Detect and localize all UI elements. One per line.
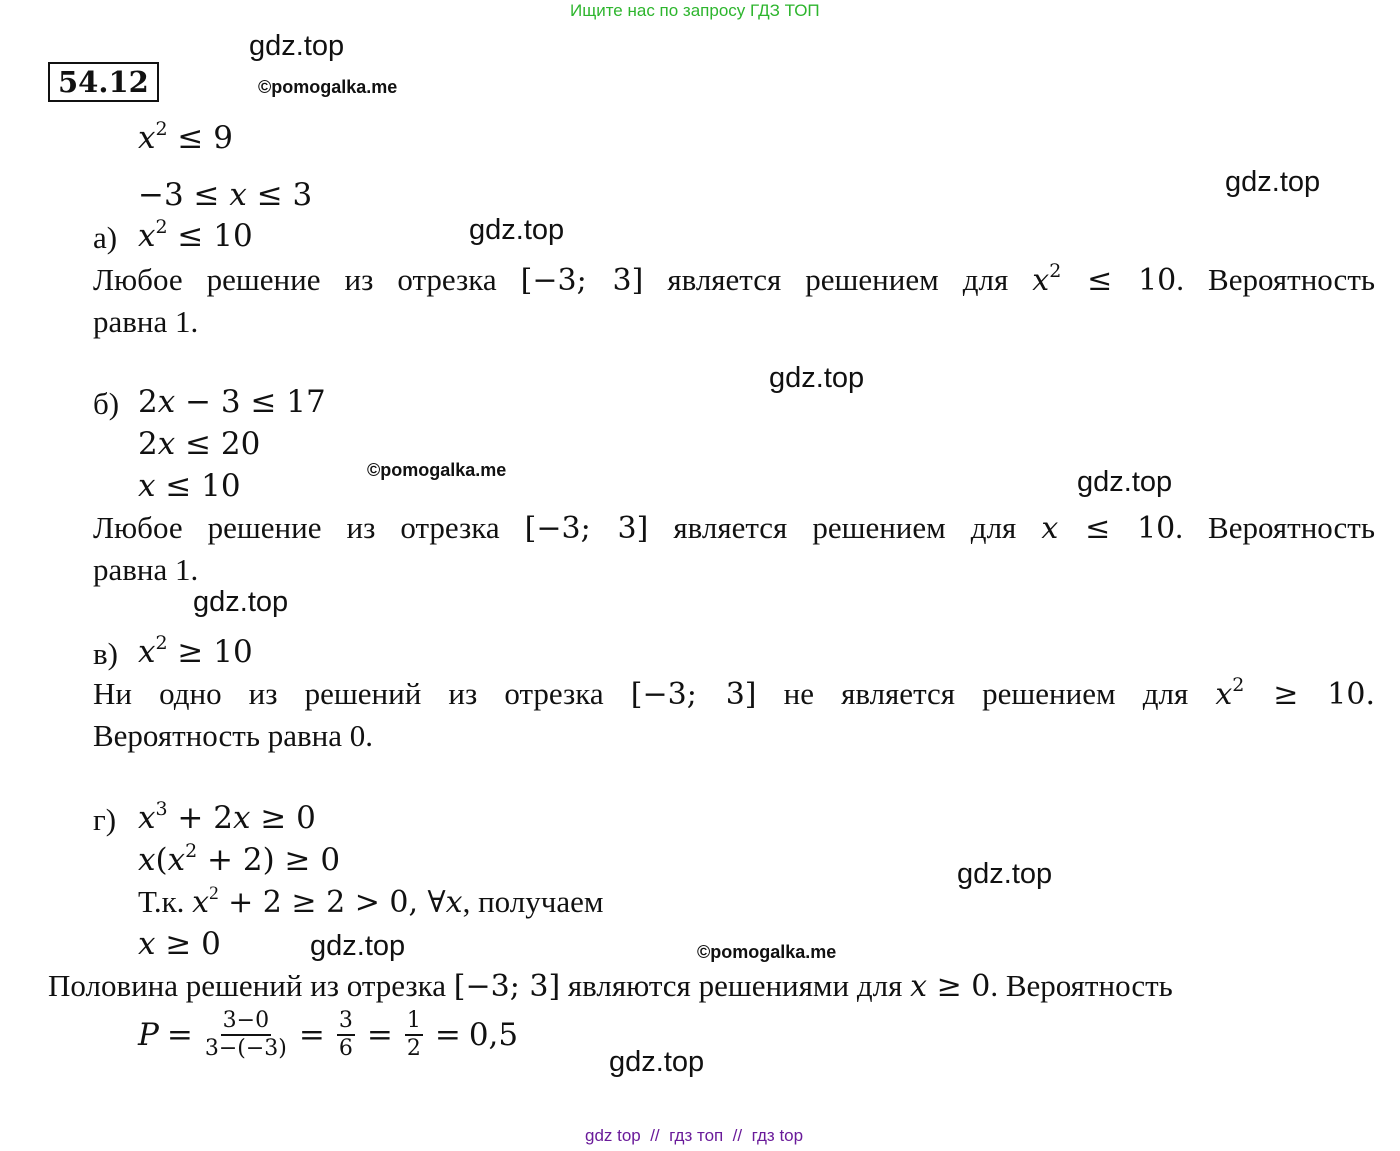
intro-line-2: −3 ≤ x ≤ 3: [138, 177, 313, 213]
part-g-summary: Половина решений из отрезка [−3; 3] являются решениями для x ≥ 0. Вероятность: [48, 968, 1173, 1004]
part-v-label: в): [93, 636, 118, 671]
part-g-label: г): [93, 802, 117, 837]
watermark-gdz: gdz.top: [469, 214, 565, 246]
watermark-gdz: gdz.top: [769, 362, 865, 394]
fraction-1: $\frac{3-0}{3-(-3)}$: [204, 1008, 287, 1061]
part-b-result: равна 1.: [93, 552, 199, 587]
part-g-line-4: x ≥ 0: [138, 926, 221, 962]
part-a-label: а): [93, 220, 118, 255]
watermark-gdz: gdz.top: [1225, 166, 1321, 198]
watermark-pomogalka: ©pomogalka.me: [697, 942, 837, 962]
part-a-inequality: $x^2 \le 10$: [138, 216, 253, 254]
watermark-gdz: gdz.top: [310, 930, 406, 962]
part-b-line-2: 2x ≤ 20: [138, 426, 261, 462]
watermark-gdz: gdz.top: [193, 586, 289, 618]
problem-number: 54.12: [48, 62, 159, 102]
fraction-3: $\frac{1}{2}$: [406, 1008, 421, 1061]
part-g-line-3: Т.к. $x^2 + 2 \ge 2 > 0$, ∀x, получаем: [138, 883, 604, 920]
probability-formula: P = $\frac{3-0}{3-(-3)}$ = $\frac{3}{6}$ = $\frac{1}{2}$ = 0,5: [138, 1008, 519, 1061]
fraction-2: $\frac{3}{6}$: [338, 1008, 353, 1061]
part-g-line-2: $x(x^2 + 2) \ge 0$: [138, 840, 341, 878]
top-banner: Ищите нас по запросу ГДЗ ТОП: [570, 1, 820, 20]
part-b-label: б): [93, 386, 120, 421]
part-a-explanation: Любое решение из отрезка [−3; 3] является решением для $x^2 \le 10$. Вероятность: [93, 260, 1376, 298]
part-g-line-1: $x^3 + 2x \ge 0$: [138, 798, 316, 836]
watermark-gdz: gdz.top: [957, 858, 1053, 890]
watermark-gdz: gdz.top: [609, 1046, 705, 1078]
intro-line-1: $x^2 \le 9$: [138, 118, 233, 156]
watermark-pomogalka: ©pomogalka.me: [367, 460, 507, 480]
part-b-line-1: 2x − 3 ≤ 17: [138, 384, 326, 420]
part-v-explanation: Ни одно из решений из отрезка [−3; 3] не является решением для $x^2 \ge 10$.: [93, 674, 1376, 712]
part-b-line-3: x ≤ 10: [138, 468, 241, 504]
watermark-pomogalka: ©pomogalka.me: [258, 77, 398, 97]
watermark-gdz: gdz.top: [1077, 466, 1173, 498]
part-a-result: равна 1.: [93, 304, 199, 339]
watermark-gdz: gdz.top: [249, 30, 345, 62]
part-b-explanation: Любое решение из отрезка [−3; 3] является решением для x ≤ 10. Вероятность: [93, 510, 1375, 546]
footer-links[interactable]: gdz top // гдз топ // гдз top: [585, 1126, 804, 1145]
part-v-inequality: $x^2 \ge 10$: [138, 632, 253, 670]
part-v-result: Вероятность равна 0.: [93, 718, 373, 753]
